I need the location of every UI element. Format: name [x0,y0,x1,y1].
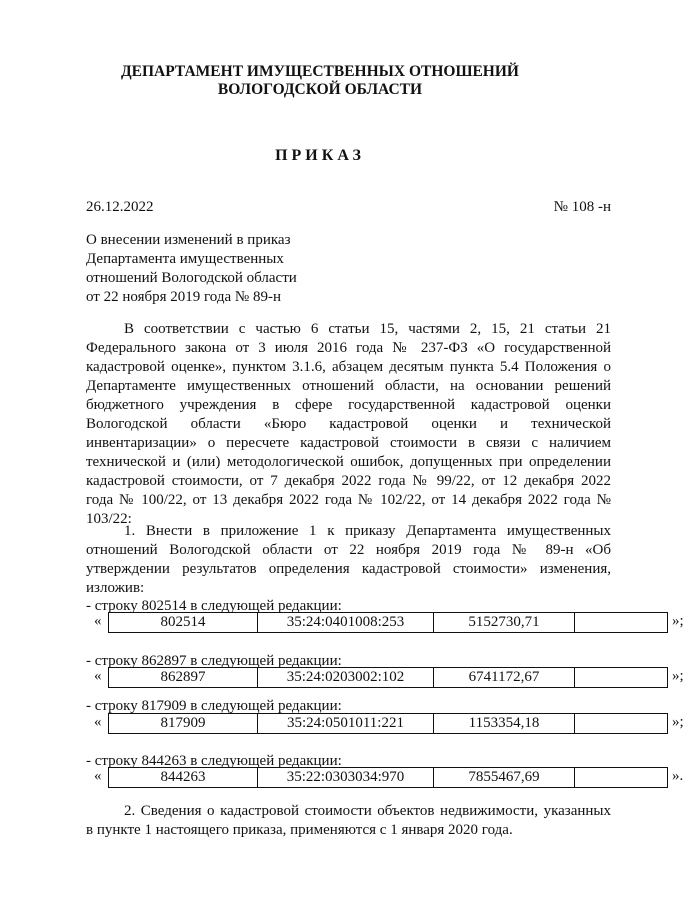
amendment-label: - строку 844263 в следующей редакции: [86,753,342,769]
preamble-line: бюджетного учреждения в сфере государственной кадастровой оценки [86,397,611,413]
subject-line: О внесении изменений в приказ [86,232,291,248]
cell-id: 802514 [109,613,258,632]
preamble-paragraph [86,320,611,529]
preamble-line: Департаменте имущественных отношений области, на основании решений [86,378,611,394]
cell-id: 862897 [109,668,258,687]
preamble-line: кадастровой оценке», пунктом 3.1.6, абзацем десятым пункта 5.4 Положения о [86,359,611,375]
cell-value: 5152730,71 [434,613,575,632]
cell-cadastral-number: 35:24:0203002:102 [258,668,434,687]
item-1-line: отношений Вологодской области от 22 ноября 2019 года № 89-н «Об [86,542,611,558]
amendment-label: - строку 802514 в следующей редакции: [86,598,342,614]
close-quote: »; [672,668,684,684]
cell-id: 817909 [109,714,258,733]
cell-cadastral-number: 35:22:0303034:970 [258,768,434,787]
amendment-table [108,667,668,688]
close-quote: »; [672,714,684,730]
preamble-line: Федерального закона от 3 июля 2016 года № 237-ФЗ «О государственной [86,340,611,356]
amendment-table [108,713,668,734]
cell-value: 1153354,18 [434,714,575,733]
cell-empty [575,768,667,787]
item-2-line: 2. Сведения о кадастровой стоимости объектов недвижимости, указанных [124,803,611,819]
preamble-line: технической и (или) методологической ошибок, допущенных при определении [86,454,611,470]
item-2-paragraph [86,802,611,840]
open-quote: « [94,668,102,684]
close-quote: »; [672,613,684,629]
preamble-line: кадастровой стоимости, от 7 декабря 2022 года № 99/22, от 12 декабря 2022 [86,473,611,489]
item-1-line: изложив: [86,580,145,596]
cell-empty [575,613,667,632]
item-2-line: в пункте 1 настоящего приказа, применяются с 1 января 2020 года. [86,822,513,838]
order-date: 26.12.2022 [86,199,154,215]
subject-block [86,231,297,307]
preamble-line: Вологодской области «Бюро кадастровой оценки и технической [86,416,611,432]
amendment-table [108,767,668,788]
preamble-line: В соответствии с частью 6 статьи 15, частями 2, 15, 21 статьи 21 [124,321,611,337]
close-quote: ». [672,768,684,784]
cell-id: 844263 [109,768,258,787]
open-quote: « [94,613,102,629]
org-name-line-2: ВОЛОГОДСКОЙ ОБЛАСТИ [217,81,423,98]
subject-line: отношений Вологодской области [86,270,297,286]
cell-cadastral-number: 35:24:0501011:221 [258,714,434,733]
subject-line: Департамента имущественных [86,251,284,267]
cell-value: 6741172,67 [434,668,575,687]
preamble-line: 103/22: [86,511,132,527]
item-1-line: утверждении результатов определения кадастровой стоимости» изменения, [86,561,611,577]
org-name-line-1: ДЕПАРТАМЕНТ ИМУЩЕСТВЕННЫХ ОТНОШЕНИЙ [121,63,519,80]
cell-empty [575,714,667,733]
item-1-paragraph [86,522,611,598]
order-number: № 108 -н [553,199,611,215]
amendment-label: - строку 862897 в следующей редакции: [86,653,342,669]
open-quote: « [94,714,102,730]
amendment-label: - строку 817909 в следующей редакции: [86,698,342,714]
preamble-line: года № 100/22, от 13 декабря 2022 года № 102/22, от 14 декабря 2022 года № [86,492,611,508]
subject-line: от 22 ноября 2019 года № 89-н [86,289,281,305]
item-1-line: 1. Внести в приложение 1 к приказу Департамента имущественных [124,523,611,539]
open-quote: « [94,768,102,784]
cell-cadastral-number: 35:24:0401008:253 [258,613,434,632]
document-title: ПРИКАЗ [275,147,365,164]
amendment-table [108,612,668,633]
cell-empty [575,668,667,687]
preamble-line: инвентаризации» о пересчете кадастровой стоимости в связи с наличием [86,435,611,451]
cell-value: 7855467,69 [434,768,575,787]
